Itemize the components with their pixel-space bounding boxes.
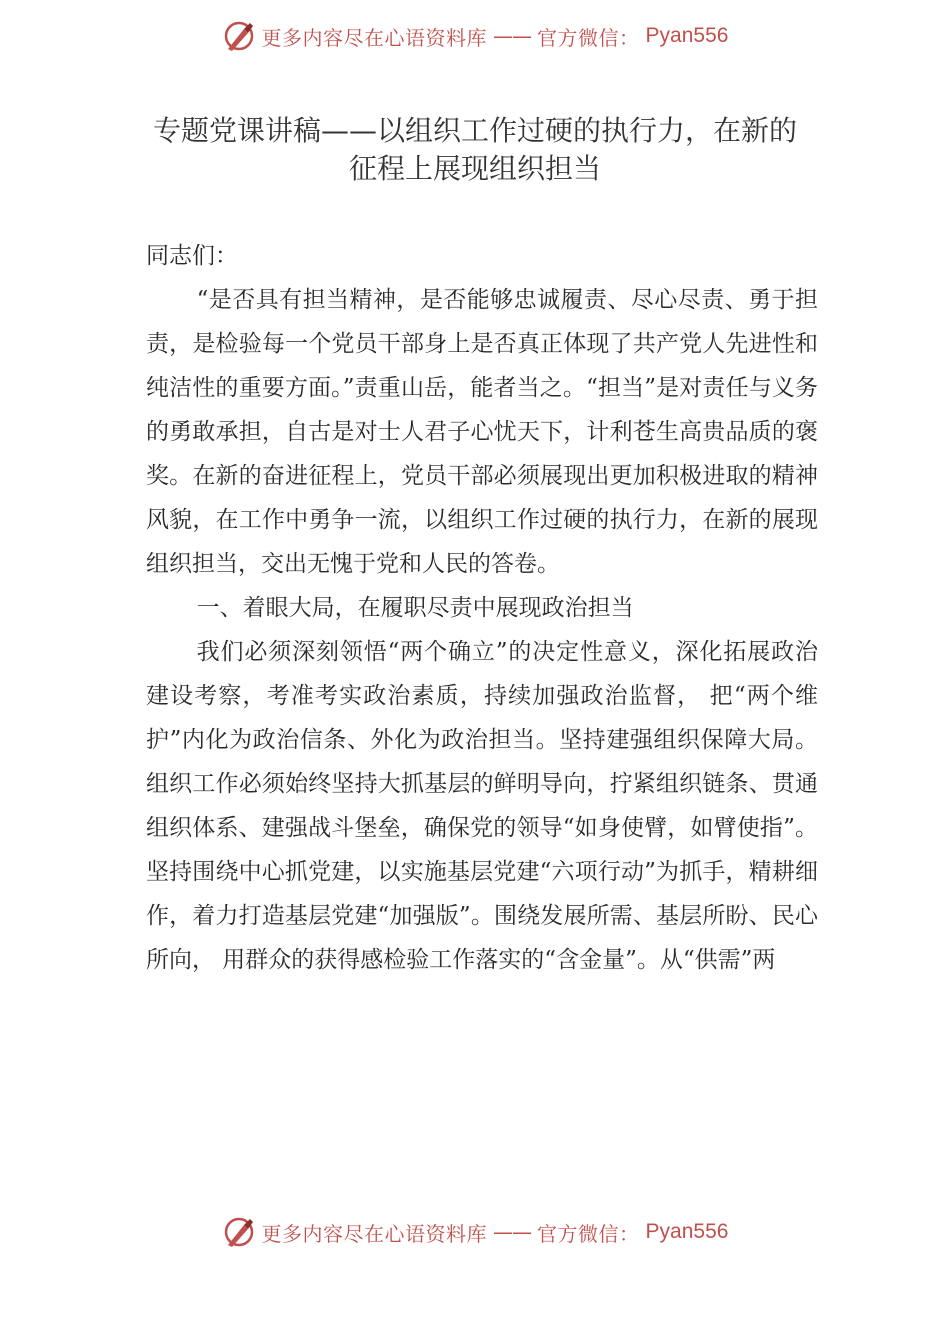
salutation: 同志们： [146, 243, 238, 269]
header-watermark [0, 16, 950, 56]
footer-watermark [0, 1212, 950, 1252]
pen-logo-icon [222, 1215, 256, 1249]
paragraph: “是否具有担当精神，是否能够忠诚履责、尽心尽责、勇于担责，是检验每一个党员干部身上是否真正体现了共产党人先进性和纯洁性的重要方面。”责重山岳，能者当之。“担当”是对责任与义务的勇敢承担，自古是对士人君子心忧天下，计利苍生高贵品质的褒奖。在新的奋进征程上，党员干部必须展现出更加积极进取的精神风貌，在工作中勇争一流，以组织工作过硬的执行力，在新的展现组织担当，交出无愧于党和人民的答卷。 [146, 287, 818, 577]
pen-logo-icon [222, 19, 256, 53]
watermark-label: 官方微信： [537, 25, 640, 50]
watermark-text: 更多内容尽在心语资料库 [261, 25, 488, 50]
paragraph: 我们必须深刻领悟“两个确立”的决定性意义，深化拓展政治建设考察，考准考实政治素质，持续加强政治监督， 把“两个维护”内化为政治信条、外化为政治担当。坚持建强组织保障大局。组织工作必须始终坚持大抓基层的鲜明导向，拧紧组织链条、贯通组织体系、建强战斗堡垒，确保党的领导“如身使臂，如臂使指”。坚持围绕中心抓党建，以实施基层党建“六项行动”为抓手，精耕细作，着力打造基层党建“加强版”。围绕发展所需、基层所盼、民心所向， 用群众的获得感检验工作落实的“含金量”。从“供需”两 [146, 639, 818, 973]
document-title: 专题党课讲稿——以组织工作过硬的执行力，在新的征程上展现组织担当 [152, 114, 797, 185]
watermark-id: Pyan556 [645, 1220, 729, 1243]
watermark-id: Pyan556 [645, 24, 729, 47]
watermark-text: 更多内容尽在心语资料库 [261, 1221, 488, 1246]
watermark-label: 官方微信： [537, 1221, 640, 1246]
watermark-dash: —— [493, 1220, 532, 1244]
section-heading: 一、着眼大局，在履职尽责中展现政治担当 [196, 595, 634, 621]
document-body [146, 234, 818, 982]
watermark-dash: —— [493, 24, 532, 48]
